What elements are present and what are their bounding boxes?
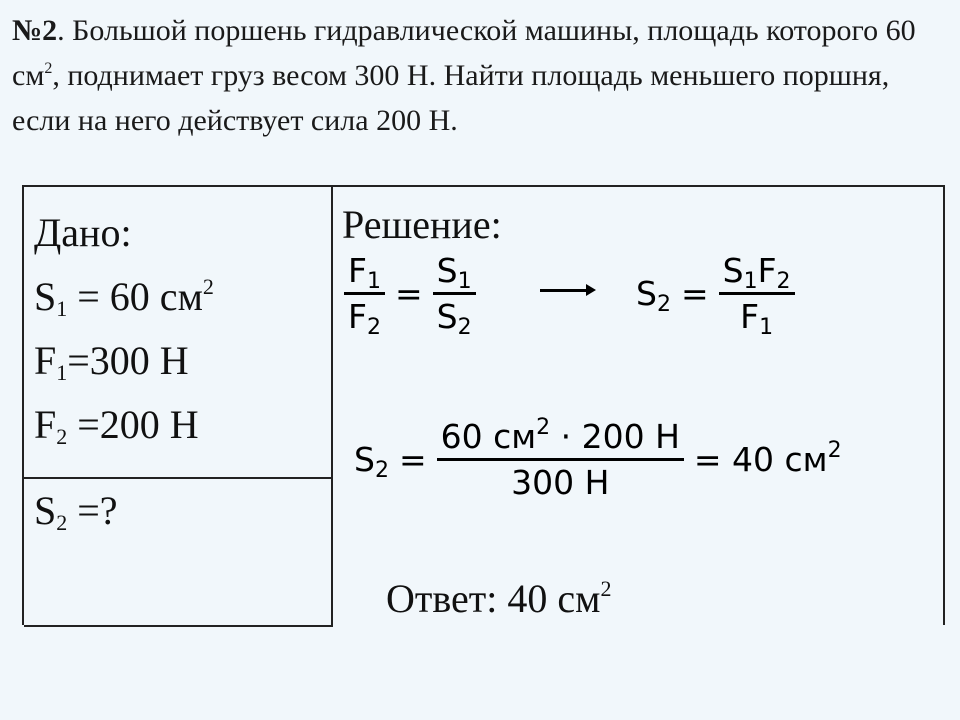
calc-result: = 40 $см^2$ [693, 438, 842, 479]
equals-sign: = [394, 274, 423, 313]
problem-statement [12, 8, 942, 143]
table-bottom-border [24, 625, 333, 627]
ratio-left: $\frac{F_1}{F_2}$ [344, 251, 385, 336]
problem-text-2: , поднимает груз весом 300 Н. Найти площадь меньшего поршня, если на него действует сила 200 Н. [12, 59, 890, 137]
table-divider-vertical [331, 187, 333, 625]
arrow-icon [540, 289, 590, 292]
formula-lhs: $S_2$ [636, 274, 671, 317]
find-section: $S_2$ =? [34, 488, 118, 535]
given-f1: $F_1=300$ Н [34, 338, 189, 385]
calculation-equation: $S_2$ = $\frac{60 см^2 \cdot 200 Н}{300 Н}$ = 40 $см^2$ [354, 415, 842, 502]
ratio-right: $\frac{S_1}{S_2}$ [433, 251, 476, 336]
problem-sup: 2 [44, 60, 53, 77]
problem-text-1: . Большой поршень гидравлической машины, площадь которого 60 см [12, 14, 916, 92]
solution-table [22, 185, 945, 625]
given-s1: $S_1 = 60$ $см^2$ [34, 274, 214, 321]
given-f2: $F_2 =200$ Н [34, 402, 199, 449]
solution-title: Решение: [342, 202, 502, 247]
given-section [34, 201, 214, 457]
table-divider-horizontal [24, 477, 333, 479]
formula-fraction: $\frac{S_1F_2}{F_1}$ [719, 251, 795, 336]
ratio-equation [344, 251, 476, 340]
problem-number: №2 [12, 14, 58, 47]
calc-fraction: $\frac{60 см^2 \cdot 200 Н}{300 Н}$ [437, 417, 684, 502]
answer: Ответ: 40 $см^2$ [386, 576, 612, 621]
formula-equation: $S_2$ = $\frac{S_1F_2}{F_1}$ [636, 251, 795, 336]
given-title: Дано: [34, 210, 132, 255]
calc-lhs: $S_2$ [354, 440, 389, 483]
